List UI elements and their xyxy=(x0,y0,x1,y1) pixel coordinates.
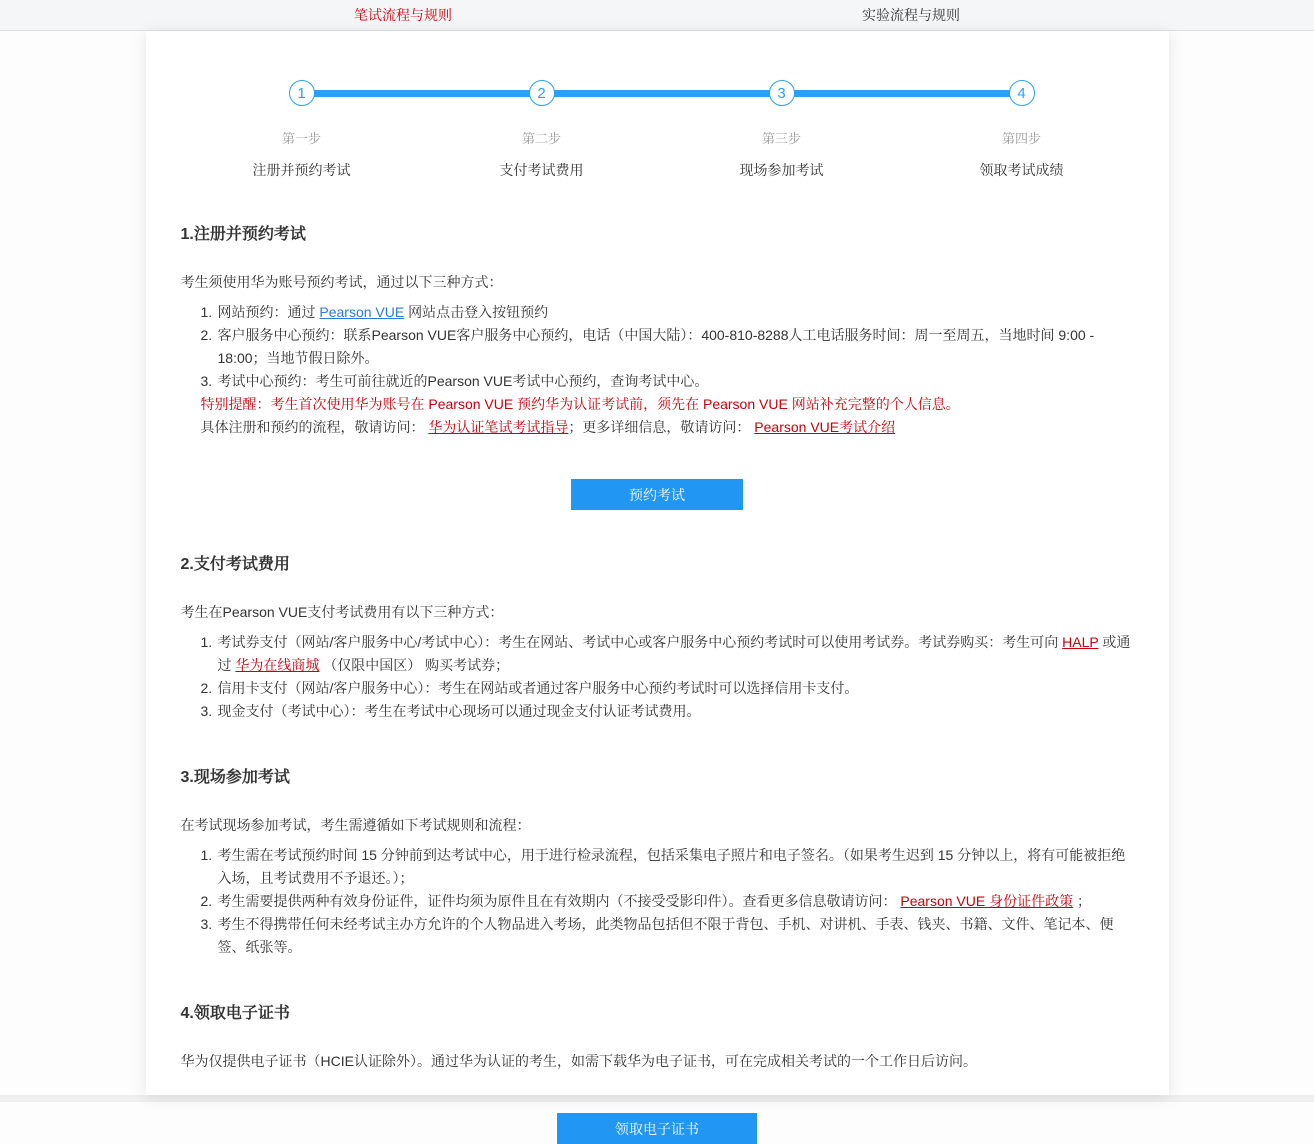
section-attend-exam-onsite xyxy=(181,766,1134,959)
text-segment: ；更多详细信息，敬请访问： xyxy=(568,419,755,435)
more-info-line xyxy=(201,416,1134,439)
halp-link[interactable]: HALP xyxy=(1062,634,1099,650)
list-item xyxy=(201,890,1134,913)
section-1-list xyxy=(201,301,1134,393)
section-1-intro: 考生须使用华为账号预约考试，通过以下三种方式： xyxy=(180,274,503,290)
list-item xyxy=(201,844,1134,890)
text-segment: ； xyxy=(1073,893,1091,909)
section-3-heading: 3.现场参加考试 xyxy=(180,769,290,786)
text-segment: 或通过 xyxy=(217,634,1131,673)
step-3-label: 第三步 xyxy=(761,131,801,146)
step-3-title: 现场参加考试 xyxy=(739,162,824,178)
text-segment: 考生需要提供两种有效身份证件，证件均须为原件且在有效期内（不接受受影印件）。查看更多信息敬请访问： xyxy=(217,893,901,909)
text-segment: 具体注册和预约的流程，敬请访问： xyxy=(200,419,429,435)
step-2-label: 第二步 xyxy=(521,131,561,146)
text-segment: 特别提醒：考生首次使用华为账号在 Pearson VUE 预约华为认证考试前，须先在 Pearson VUE 网站补充完整的个人信息。 xyxy=(200,396,960,412)
step-2-circle: 2 xyxy=(529,80,555,106)
text-segment: 考生需在考试预约时间 15 分钟前到达考试中心，用于进行检录流程，包括采集电子照片和电子签名。（如果考生迟到 15 分钟以上，将有可能被拒绝入场，且考试费用不予退还。）； xyxy=(217,847,1126,886)
section-2-heading: 2.支付考试费用 xyxy=(180,556,290,573)
exam-steps-progress xyxy=(182,31,1142,180)
text-segment: 考生不得携带任何未经考试主办方允许的个人物品进入考场，此类物品包括但不限于背包、手机、对讲机、手表、钱夹、书籍、文件、笔记本、便签、纸张等。 xyxy=(217,916,1114,955)
step-3 xyxy=(662,80,902,180)
section-1-heading: 1.注册并预约考试 xyxy=(180,226,306,243)
section-3-intro: 在考试现场参加考试，考生需遵循如下考试规则和流程： xyxy=(180,817,531,833)
get-e-certificate-button[interactable]: 领取电子证书 xyxy=(557,1113,757,1144)
pearson-vue-link[interactable]: Pearson VUE xyxy=(319,304,405,320)
step-1 xyxy=(182,80,422,180)
step-1-title: 注册并预约考试 xyxy=(252,162,351,178)
section-pay-exam-fee xyxy=(181,553,1134,723)
huawei-online-store-link[interactable]: 华为在线商城 xyxy=(235,657,320,673)
section-register-and-book xyxy=(181,223,1134,510)
step-4-title: 领取考试成绩 xyxy=(979,162,1064,178)
pearson-vue-intro-link[interactable]: Pearson VUE考试介绍 xyxy=(754,419,896,435)
exam-process-card xyxy=(146,31,1169,1137)
section-3-list xyxy=(201,844,1134,959)
text-segment: 网站预约：通过 xyxy=(217,304,320,320)
tab-lab-exam-process[interactable]: 实验流程与规则 xyxy=(862,7,960,23)
list-item xyxy=(201,631,1134,677)
text-segment: 考试中心预约：考生可前往就近的Pearson VUE考试中心预约，查询考试中心。 xyxy=(217,373,709,389)
step-4-circle: 4 xyxy=(1009,80,1035,106)
section-2-list xyxy=(201,631,1134,723)
text-segment: （仅限中国区） 购买考试券； xyxy=(319,657,510,673)
section-4-heading: 4.领取电子证书 xyxy=(180,1005,290,1022)
text-segment: 客户服务中心预约：联系Pearson VUE客户服务中心预约，电话（中国大陆）：400-810-8288人工电话服务时间：周一至周五，当地时间 9:00 - 18:00；当地节假日除外。 xyxy=(217,327,1095,366)
tab-written-exam-process[interactable]: 笔试流程与规则 xyxy=(354,7,452,23)
text-segment: 现金支付（考试中心）：考生在考试中心现场可以通过现金支付认证考试费用。 xyxy=(217,703,701,719)
step-2 xyxy=(422,80,662,180)
list-item xyxy=(201,700,1134,723)
text-segment: 考试券支付（网站/客户服务中心/考试中心）：考生在网站、考试中心或客户服务中心预约考试时可以使用考试券。考试券购买：考生可向 xyxy=(217,634,1063,650)
list-item xyxy=(201,370,1134,393)
step-1-circle: 1 xyxy=(289,80,315,106)
section-2-intro: 考生在Pearson VUE支付考试费用有以下三种方式： xyxy=(180,604,504,620)
book-exam-button[interactable]: 预约考试 xyxy=(571,479,743,510)
step-1-label: 第一步 xyxy=(281,131,321,146)
top-tab-bar xyxy=(0,0,1314,31)
text-segment: 信用卡支付（网站/客户服务中心）：考生在网站或者通过客户服务中心预约考试时可以选择信用卡支付。 xyxy=(217,680,859,696)
text-segment: 网站点击登入按钮预约 xyxy=(404,304,549,320)
list-item xyxy=(201,301,1134,324)
step-4 xyxy=(902,80,1142,180)
step-3-circle: 3 xyxy=(769,80,795,106)
list-item xyxy=(201,324,1134,370)
step-4-label: 第四步 xyxy=(1001,131,1041,146)
list-item xyxy=(201,913,1134,959)
list-item xyxy=(201,677,1134,700)
section-4-intro: 华为仅提供电子证书（HCIE认证除外）。通过华为认证的考生，如需下载华为电子证书，可在完成相关考试的一个工作日后访问。 xyxy=(180,1053,977,1069)
written-exam-guide-link[interactable]: 华为认证笔试考试指导 xyxy=(428,419,569,435)
step-2-title: 支付考试费用 xyxy=(499,162,584,178)
id-policy-link[interactable]: Pearson VUE 身份证件政策 xyxy=(900,893,1074,909)
special-reminder xyxy=(201,393,1134,416)
section-get-e-certificate xyxy=(181,1002,1134,1144)
